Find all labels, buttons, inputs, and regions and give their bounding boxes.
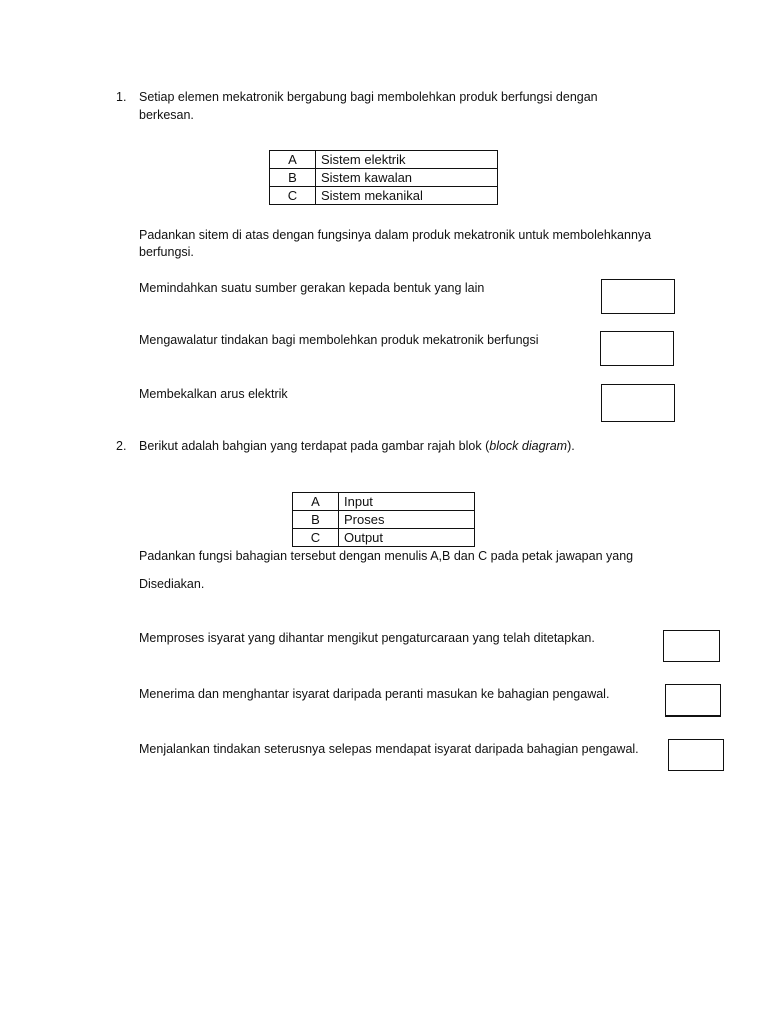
question-1-line-2: berkesan. (139, 108, 194, 122)
question-1-item-1: Memindahkan suatu sumber gerakan kepada bentuk yang lain (139, 281, 485, 295)
option-value: Proses (339, 511, 475, 529)
answer-box-2-3[interactable] (668, 739, 724, 771)
option-key: B (293, 511, 339, 529)
option-value: Sistem mekanikal (316, 187, 498, 205)
question-1-instruction-line-1: Padankan sitem di atas dengan fungsinya dalam produk mekatronik untuk membolehkannya (139, 228, 652, 242)
question-1-number: 1. (116, 90, 127, 104)
question-2-text (139, 437, 575, 455)
table-row (293, 511, 475, 529)
option-key: C (270, 187, 316, 205)
question-2-item-1: Memproses isyarat yang dihantar mengikut pengaturcaraan yang telah ditetapkan. (139, 631, 595, 645)
question-2-item-2: Menerima dan menghantar isyarat daripada peranti masukan ke bahagian pengawal. (139, 687, 610, 701)
option-value: Sistem kawalan (316, 169, 498, 187)
option-value: Input (339, 493, 475, 511)
question-1-instruction-line-2: berfungsi. (139, 245, 194, 259)
table-row (270, 151, 498, 169)
question-1-item-3: Membekalkan arus elektrik (139, 387, 288, 401)
option-key: B (270, 169, 316, 187)
option-key: A (270, 151, 316, 169)
answer-box-2-1[interactable] (663, 630, 720, 662)
answer-box-2-2[interactable] (665, 684, 721, 717)
question-2-item-3: Menjalankan tindakan seterusnya selepas mendapat isyarat daripada bahagian pengawal. (139, 742, 639, 756)
question-2-number: 2. (116, 439, 127, 453)
option-value: Sistem elektrik (316, 151, 498, 169)
table-row (293, 493, 475, 511)
question-2-instruction-line-2: Disediakan. (139, 577, 205, 591)
answer-box-1-1[interactable] (601, 279, 675, 314)
question-2-text-before: Berikut adalah bahgian yang terdapat pada gambar rajah blok ( (139, 439, 490, 453)
table-row (293, 529, 475, 547)
question-2-options-table (292, 492, 475, 547)
answer-box-1-3[interactable] (601, 384, 675, 422)
option-key: A (293, 493, 339, 511)
question-1-line-1: Setiap elemen mekatronik bergabung bagi membolehkan produk berfungsi dengan (139, 90, 598, 104)
question-2-text-after: ). (567, 439, 575, 453)
option-key: C (293, 529, 339, 547)
answer-box-1-2[interactable] (600, 331, 674, 366)
table-row (270, 169, 498, 187)
question-1-item-2: Mengawalatur tindakan bagi membolehkan produk mekatronik berfungsi (139, 333, 539, 347)
question-2-instruction-line-1: Padankan fungsi bahagian tersebut dengan menulis A,B dan C pada petak jawapan yang (139, 549, 634, 563)
question-2-text-italic: block diagram (489, 439, 568, 453)
table-row (270, 187, 498, 205)
option-value: Output (339, 529, 475, 547)
question-1-options-table (269, 150, 498, 205)
